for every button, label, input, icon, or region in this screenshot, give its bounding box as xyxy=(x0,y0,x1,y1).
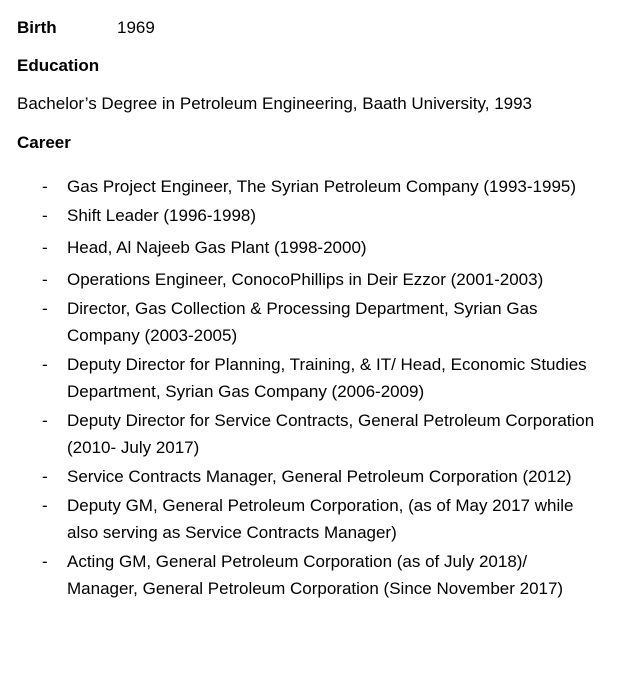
dash-bullet: - xyxy=(42,238,48,257)
career-heading: Career xyxy=(17,133,71,152)
career-item-text: Acting GM, General Petroleum Corporation (as of July 2018)/ Manager, General Petroleum Corporation (Since November 2017) xyxy=(67,552,564,598)
birth-value: 1969 xyxy=(117,18,155,37)
dash-bullet: - xyxy=(42,206,48,225)
career-item-text: Operations Engineer, ConocoPhillips in Deir Ezzor (2001-2003) xyxy=(67,270,544,289)
career-item xyxy=(0,266,630,293)
career-item-text: Shift Leader (1996-1998) xyxy=(67,206,257,225)
dash-bullet: - xyxy=(42,355,48,374)
dash-bullet: - xyxy=(42,177,48,196)
career-item-text: Deputy Director for Planning, Training, & IT/ Head, Economic Studies Department, Syrian Gas Company (2006-2009) xyxy=(67,355,587,401)
dash-bullet: - xyxy=(42,552,48,571)
career-item-text: Director, Gas Collection & Processing Department, Syrian Gas Company (2003-2005) xyxy=(67,299,538,345)
career-item xyxy=(0,234,630,261)
career-item xyxy=(0,173,630,200)
dash-bullet: - xyxy=(42,467,48,486)
career-item-text: Gas Project Engineer, The Syrian Petroleum Company (1993-1995) xyxy=(67,177,577,196)
dash-bullet: - xyxy=(42,299,48,318)
career-item xyxy=(0,351,630,405)
birth-label: Birth xyxy=(17,18,57,37)
dash-bullet: - xyxy=(42,411,48,430)
career-item-text: Deputy Director for Service Contracts, General Petroleum Corporation (2010- July 2017) xyxy=(67,411,595,457)
career-list xyxy=(0,173,630,604)
career-item xyxy=(0,492,630,546)
career-item xyxy=(0,407,630,461)
dash-bullet: - xyxy=(42,496,48,515)
career-item xyxy=(0,295,630,349)
education-heading: Education xyxy=(17,56,100,75)
birth-row xyxy=(17,16,155,40)
education-text: Bachelor’s Degree in Petroleum Engineering, Baath University, 1993 xyxy=(17,94,533,113)
career-item xyxy=(0,548,630,602)
career-item-text: Deputy GM, General Petroleum Corporation, (as of May 2017 while also serving as Service Contracts Manager) xyxy=(67,496,574,542)
career-item xyxy=(0,202,630,229)
career-item-text: Service Contracts Manager, General Petroleum Corporation (2012) xyxy=(67,467,572,486)
career-item xyxy=(0,463,630,490)
dash-bullet: - xyxy=(42,270,48,289)
career-item-text: Head, Al Najeeb Gas Plant (1998-2000) xyxy=(67,238,367,257)
